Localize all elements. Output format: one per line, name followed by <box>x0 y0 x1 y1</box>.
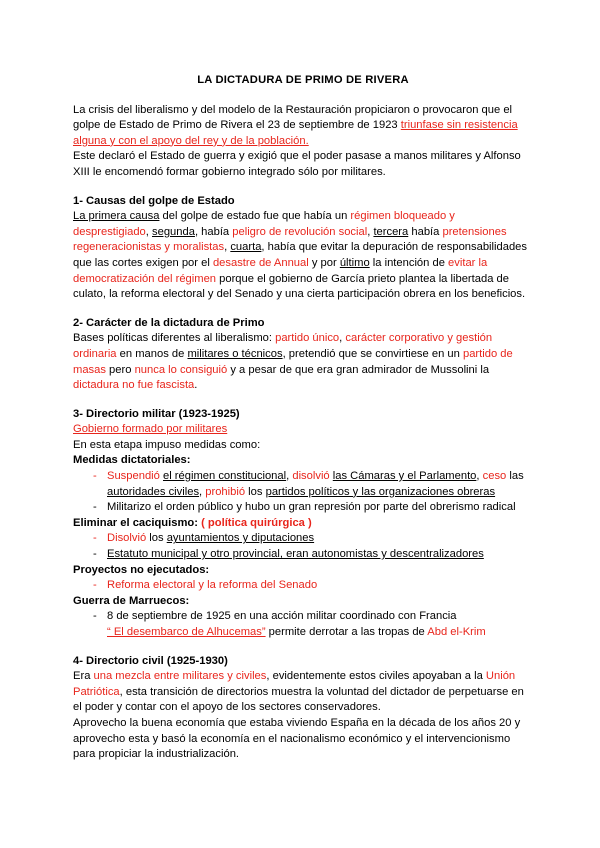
text-span: del golpe de estado fue que había un <box>159 210 351 223</box>
intro-paragraph <box>73 103 533 150</box>
text-span: la intención de <box>369 256 449 269</box>
section-paragraph <box>73 209 533 303</box>
list-item: - Reforma electoral y la reforma del Senado <box>93 578 533 594</box>
text-span: tercera <box>373 225 409 238</box>
text-highlight: dictadura no fue fascista <box>73 379 195 392</box>
page-title: LA DICTADURA DE PRIMO DE RIVERA <box>197 74 409 86</box>
text-span: , evidentemente estos civiles apoyaban a la <box>266 670 486 683</box>
text-span: último <box>339 256 370 269</box>
list-item <box>93 609 533 640</box>
section-heading: 1- Causas del golpe de Estado <box>73 194 235 207</box>
text-highlight: prohibió <box>205 485 246 498</box>
text-span: partidos políticos y las organizaciones obreras <box>265 485 496 498</box>
text-span: segunda <box>152 225 195 238</box>
text-span: , <box>145 225 152 238</box>
section-paragraph <box>73 669 533 716</box>
text-span: , <box>339 332 346 345</box>
section-military-directory <box>73 407 533 641</box>
text-span: , <box>199 485 206 498</box>
text-highlight: ( política quirúrgica ) <box>201 516 312 529</box>
text-highlight: “ El desembarco de Alhucemas” <box>107 626 266 638</box>
text-span: permite derrotar a las tropas de <box>265 626 428 638</box>
text-span: los <box>245 485 266 498</box>
text-span: y por <box>308 256 340 269</box>
text-highlight: Unión Patriótica <box>73 670 516 698</box>
intro-text: La crisis del liberalismo y del modelo de la Restauración propiciaron o provocaron que el golpe de Estado de Primo de Rivera el 23 de septiembre de 1923 <box>73 103 513 132</box>
section-character <box>73 316 533 394</box>
text-span: en manos de <box>116 347 188 360</box>
text-highlight: carácter corporativo y gestión ordinaria <box>73 332 493 360</box>
projects-label: Proyectos no ejecutados: <box>73 563 210 576</box>
text-span: el régimen constitucional <box>162 470 287 483</box>
text-span: había <box>408 225 443 238</box>
measures-label: Medidas dictatoriales: <box>73 454 191 467</box>
text-span: los <box>146 532 167 545</box>
text-span: . <box>194 379 198 392</box>
text-span: , <box>476 470 483 483</box>
section-subheading: Gobierno formado por militares <box>73 423 228 436</box>
text-highlight: evitar la democratización del régimen <box>73 256 488 285</box>
war-label: Guerra de Marruecos: <box>73 594 190 607</box>
list-item: - Militarizo el orden público y hubo un gran represión por parte del obrerismo radical <box>93 500 533 516</box>
text-span: , había que evitar la depuración de responsabilidades que las cortes exigen por el <box>73 241 527 269</box>
text-span: , esta transición de directorios muestra la voluntad del dictador de perpetuarse en el poder y contar con el apoyo de los sectores conservadores. <box>73 685 524 714</box>
text-span: pero <box>105 363 135 376</box>
text-span: 8 de septiembre de 1925 en una acción militar coordinado con Francia <box>107 610 457 623</box>
section-heading: 2- Carácter de la dictadura de Primo <box>73 316 265 329</box>
text-highlight: peligro de revolución social <box>232 225 368 238</box>
text-highlight: Abd el-Krim <box>427 626 486 638</box>
caciquismo-list <box>73 531 533 562</box>
section-paragraph <box>73 331 533 393</box>
text-highlight: nunca lo consiguió <box>134 363 228 376</box>
text-highlight: partido único <box>275 332 340 345</box>
list-item <box>93 531 533 547</box>
text-span: , <box>286 470 293 483</box>
war-list <box>73 609 533 640</box>
projects-list <box>73 578 533 594</box>
text-span: La primera causa <box>73 210 160 223</box>
list-item <box>93 469 533 500</box>
text-span: Eliminar el caciquismo: <box>73 516 202 529</box>
intro-paragraph-2: Este declaró el Estado de guerra y exigió que el poder pasase a manos militares y Alfonso XIII le encomendó formar gobierno integrado sólo por militares. <box>73 150 521 178</box>
text-span: , había <box>194 225 233 238</box>
text-highlight: ceso <box>482 470 507 483</box>
section-intro: En esta etapa impuso medidas como: <box>73 438 261 451</box>
text-span: , <box>367 225 374 238</box>
text-span: ayuntamientos y diputaciones <box>166 532 315 545</box>
measures-list <box>73 469 533 516</box>
text-highlight: partido de masas <box>73 347 513 376</box>
text-span: autoridades civiles <box>107 485 200 498</box>
section-paragraph-2: Aprovecho la buena economía que estaba viviendo España en la década de los años 20 y aprovecho esta y basó la economía en el nacionalismo económico y el intervencionismo para propiciar la industrialización. <box>73 716 521 761</box>
text-highlight: Suspendió <box>107 470 160 483</box>
text-highlight: disolvió <box>292 470 330 483</box>
section-civil-directory <box>73 654 533 763</box>
text-span: cuarta <box>230 241 262 254</box>
text-highlight: pretensiones regeneracionistas y moralistas <box>73 225 507 254</box>
text-span: Bases políticas diferentes al liberalismo: <box>73 332 276 345</box>
caciquismo-label <box>73 516 533 532</box>
intro-highlight: triunfase sin resistencia alguna y con el apoyo del rey y de la población. <box>73 119 518 147</box>
list-item: - Estatuto municipal y otro provincial, eran autonomistas y descentralizadores <box>93 547 533 563</box>
text-span: militares o técnicos <box>187 347 283 360</box>
text-highlight: régimen bloqueado y desprestigiado <box>73 210 455 238</box>
section-heading: 3- Directorio militar (1923-1925) <box>73 407 240 420</box>
text-highlight: una mezcla entre militares y civiles <box>93 670 267 683</box>
text-span: y a pesar de que era gran admirador de Mussolini la <box>227 363 490 376</box>
section-causes <box>73 194 533 303</box>
text-span: , <box>224 241 231 254</box>
text-highlight: desastre de Annual <box>212 256 309 269</box>
text-span: porque el gobierno de García prieto plantea la libertada de culato, la reforma electoral y del Senado y una cierta participación obrera en los beneficios. <box>73 272 526 301</box>
document-body <box>73 73 533 763</box>
text-span: Era <box>73 670 94 683</box>
text-highlight: Disolvió <box>107 532 147 545</box>
text-span: , pretendió que se convirtiese en un <box>282 347 463 360</box>
section-heading: 4- Directorio civil (1925-1930) <box>73 654 228 667</box>
text-span: las <box>506 470 524 483</box>
text-span: las Cámaras y el Parlamento <box>332 470 477 483</box>
